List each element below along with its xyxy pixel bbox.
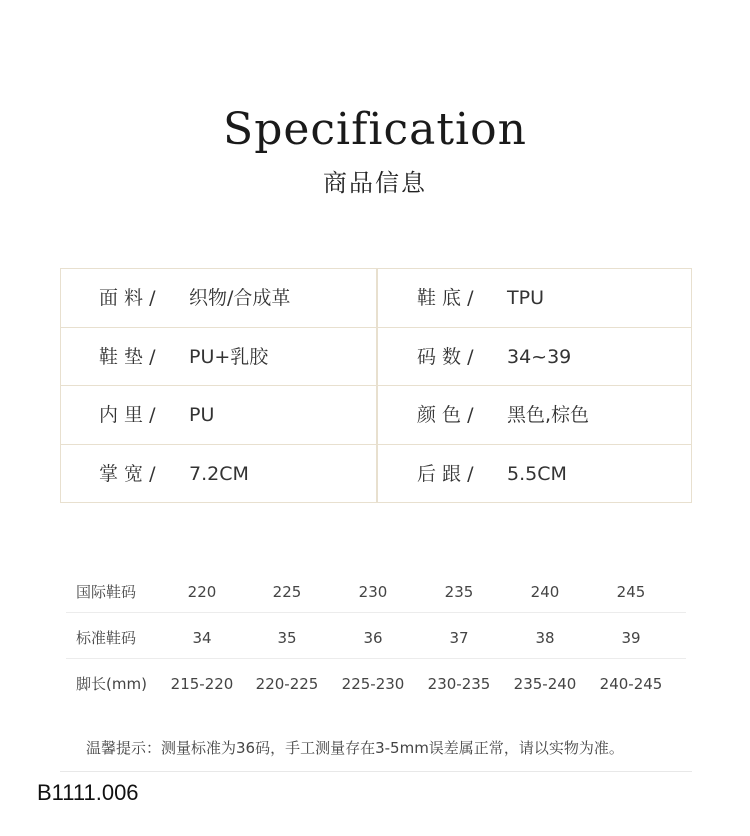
size-table: [66, 563, 686, 706]
title-chinese: 商品信息: [323, 169, 427, 197]
size-cell: 38: [535, 629, 555, 647]
spec-row: [61, 328, 691, 387]
size-cell: 37: [449, 629, 469, 647]
size-cell: 240-245: [599, 675, 663, 693]
size-row: [66, 567, 686, 613]
measurement-note: 温馨提示：测量标准为36码，手工测量存在3-5mm误差属正常，请以实物为准。: [86, 739, 624, 757]
spec-label: 码 数 /: [417, 345, 474, 368]
size-cell: 245: [616, 583, 646, 601]
spec-label: 鞋 垫 /: [99, 345, 156, 368]
spec-label: 鞋 底 /: [417, 287, 474, 309]
spec-label: 颜 色 /: [417, 404, 474, 426]
size-cell: 220-225: [255, 675, 319, 693]
spec-value: 34~39: [507, 345, 572, 368]
size-cell: 220: [187, 583, 217, 601]
spec-label: 内 里 /: [99, 404, 156, 426]
size-cell: 34: [192, 629, 212, 647]
size-row-label: 标准鞋码: [76, 629, 137, 647]
size-cell: 215-220: [170, 675, 234, 693]
spec-value: 织物/合成革: [189, 287, 291, 309]
spec-value: 5.5CM: [507, 462, 567, 485]
size-cell: 230: [358, 583, 388, 601]
size-cell: 225-230: [341, 675, 405, 693]
size-cell: 230-235: [427, 675, 491, 693]
spec-label: 掌 宽 /: [99, 462, 156, 485]
size-row-label: 脚长(mm): [76, 675, 147, 693]
product-code: B1111.006: [37, 780, 139, 805]
size-cell: 35: [277, 629, 297, 647]
size-cell: 235: [444, 583, 474, 601]
size-cell: 235-240: [513, 675, 577, 693]
size-cell: 39: [621, 629, 641, 647]
spec-value: PU+乳胶: [189, 345, 269, 368]
spec-row: [61, 386, 691, 445]
spec-label: 面 料 /: [99, 287, 156, 309]
spec-value: 黑色,棕色: [507, 404, 590, 426]
spec-value: 7.2CM: [189, 462, 249, 485]
size-row-label: 国际鞋码: [76, 583, 137, 601]
spec-label: 后 跟 /: [417, 462, 474, 485]
size-row: [66, 613, 686, 659]
spec-table: [60, 268, 692, 503]
spec-value: PU: [189, 404, 215, 426]
size-row: [66, 659, 686, 705]
title-english: Specification: [223, 104, 527, 155]
size-cell: 225: [272, 583, 302, 601]
spec-value: TPU: [507, 287, 544, 309]
size-cell: 240: [530, 583, 560, 601]
spec-row: [61, 445, 691, 504]
size-cell: 36: [363, 629, 383, 647]
spec-row: [61, 269, 691, 328]
